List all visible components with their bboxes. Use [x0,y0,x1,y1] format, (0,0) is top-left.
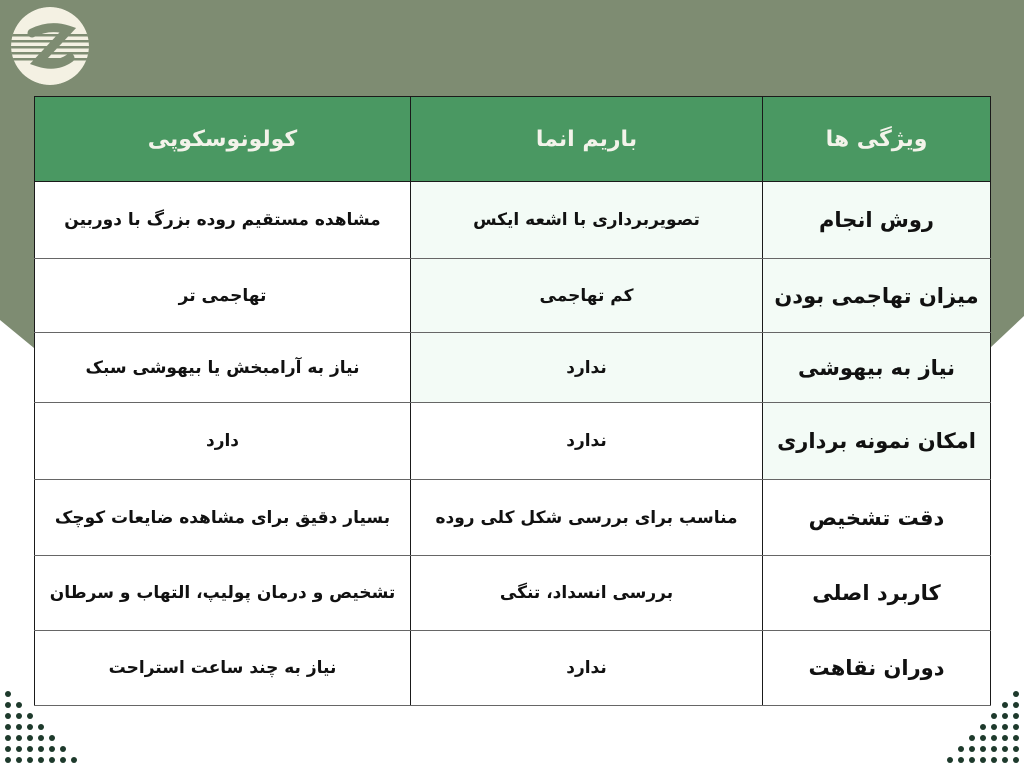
dot [958,757,964,763]
dot [38,724,44,730]
colonoscopy-cell: نیاز به آرامبخش یا بیهوشی سبک [35,333,411,403]
dot [5,702,11,708]
dot [1002,724,1008,730]
barium-cell: مناسب برای بررسی شکل کلی روده [411,480,763,556]
dot [991,724,997,730]
dot [38,757,44,763]
colonoscopy-cell: تشخیص و درمان پولیپ، التهاب و سرطان [35,556,411,631]
dot [16,735,22,741]
dot [1013,735,1019,741]
dot [49,746,55,752]
dot [5,691,11,697]
feature-cell: میزان تهاجمی بودن [763,259,991,333]
dot [5,757,11,763]
header-colonoscopy: کولونوسکوپی [35,97,411,182]
dot [1013,757,1019,763]
header-barium-enema: باریم انما [411,97,763,182]
colonoscopy-cell: مشاهده مستقیم روده بزرگ با دوربین [35,182,411,259]
dot [1002,702,1008,708]
colonoscopy-cell: بسیار دقیق برای مشاهده ضایعات کوچک [35,480,411,556]
dot [980,757,986,763]
dot [16,757,22,763]
colonoscopy-cell: دارد [35,403,411,480]
dot [71,757,77,763]
dot [5,724,11,730]
dot [991,757,997,763]
barium-cell: ندارد [411,403,763,480]
barium-cell: تصویربرداری با اشعه ایکس [411,182,763,259]
table-row [35,556,991,631]
dot [1002,757,1008,763]
barium-cell: ندارد [411,631,763,706]
dot [27,724,33,730]
dot [49,757,55,763]
dot [60,757,66,763]
dot [5,746,11,752]
dot [991,735,997,741]
table-row [35,333,991,403]
dot [1013,702,1019,708]
barium-cell: کم تهاجمی [411,259,763,333]
dot [27,735,33,741]
dot-pattern-bottom-left-icon [0,680,110,768]
dot [991,746,997,752]
dot [1002,735,1008,741]
table-row [35,182,991,259]
dot [1013,713,1019,719]
barium-cell: بررسی انسداد، تنگی [411,556,763,631]
barium-cell: ندارد [411,333,763,403]
colonoscopy-cell: تهاجمی تر [35,259,411,333]
dot-pattern-bottom-right-icon [920,680,1024,768]
dot [5,735,11,741]
dot [1002,713,1008,719]
dot [1013,724,1019,730]
table-row [35,480,991,556]
dot [969,757,975,763]
dot [27,757,33,763]
dot [1002,746,1008,752]
dot [60,746,66,752]
dot [947,757,953,763]
dot [27,713,33,719]
header-feature: ویژگی ها [763,97,991,182]
dot [980,735,986,741]
dot [16,724,22,730]
dot [980,746,986,752]
table-header-row [35,97,991,182]
feature-cell: دوران نقاهت [763,631,991,706]
dot [49,735,55,741]
dot [1013,691,1019,697]
dot [38,735,44,741]
feature-cell: دقت تشخیص [763,480,991,556]
dot [980,724,986,730]
feature-cell: نیاز به بیهوشی [763,333,991,403]
feature-cell: کاربرد اصلی [763,556,991,631]
table-row [35,259,991,333]
dot [958,746,964,752]
dot [16,713,22,719]
dot [5,713,11,719]
comparison-table-container [34,96,990,706]
dot [1013,746,1019,752]
feature-cell: امکان نمونه برداری [763,403,991,480]
table-row [35,631,991,706]
dot [969,735,975,741]
comparison-table [34,96,991,706]
dot [38,746,44,752]
striped-circle-z-logo-icon [4,6,92,86]
dot [27,746,33,752]
feature-cell: روش انجام [763,182,991,259]
table-row [35,403,991,480]
colonoscopy-cell: نیاز به چند ساعت استراحت [35,631,411,706]
dot [16,702,22,708]
dot [969,746,975,752]
dot [16,746,22,752]
dot [991,713,997,719]
